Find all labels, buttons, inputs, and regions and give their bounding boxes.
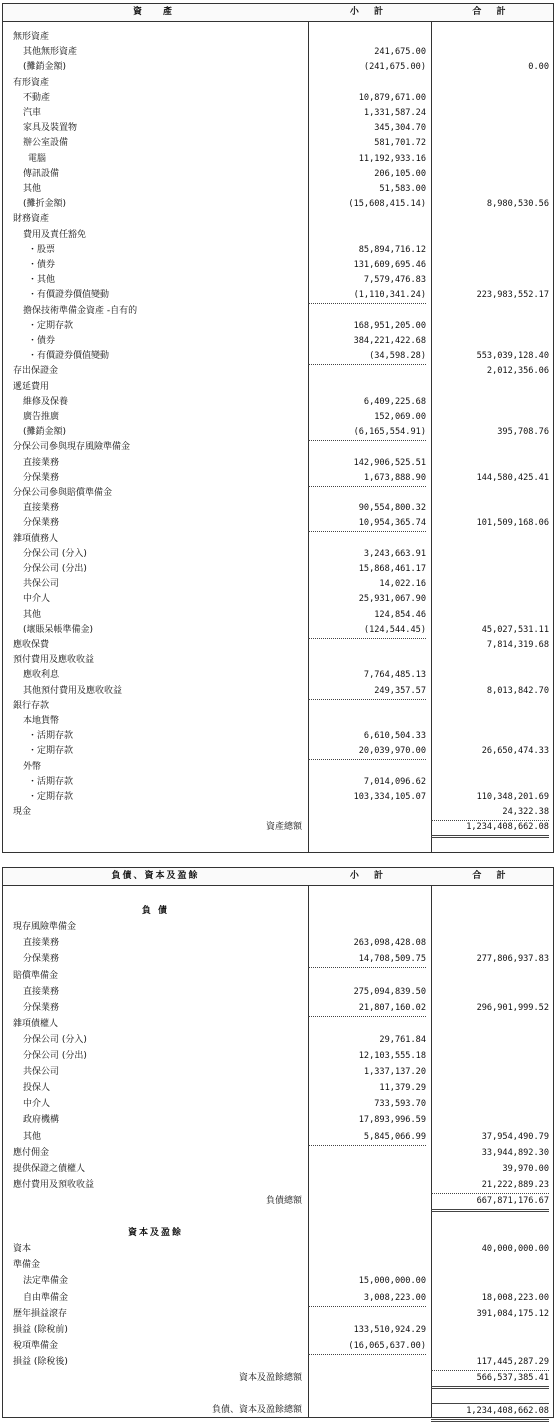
subtotal-value: 6,409,225.68 [363,396,426,407]
table-row [3,76,553,91]
row-label: 直接業務 [23,503,60,514]
table-row [3,1339,553,1354]
row-label: 損益 (除稅後) [13,1356,68,1367]
row-label: 傳訊設備 [23,168,60,179]
row-label: 分保公司 (分出) [23,1051,87,1061]
header-subtotal: 小 計 [349,7,390,17]
row-label: 辦公室設備 [23,138,69,149]
table-row [3,1146,553,1161]
table-row [3,985,553,1000]
table-row [3,395,553,410]
subtotal-value: 152,069.00 [374,412,426,422]
subtotal-value: 384,221,422.68 [353,336,426,346]
table-row [3,562,553,577]
table-row [3,608,553,623]
table-row [3,532,553,547]
row-label: 投保人 [23,1083,51,1094]
row-label: 賠償準備金 [13,970,59,981]
total-value: 553,039,128.40 [476,351,549,362]
total-value: 566,537,385.41 [431,1371,549,1389]
row-label: 雜項債務人 [13,533,59,544]
total-value: 223,983,552.17 [476,290,549,301]
table-row [3,790,553,805]
total-value: 8,980,530.56 [486,199,549,210]
total-value: 1,234,408,662.08 [431,820,549,838]
subtotal-value: (16,065,637.00) [308,1339,426,1355]
total-value: 45,027,531.11 [481,624,549,635]
subtotal-value: 1,331,587.24 [363,108,426,118]
subtotal-value: 14,022.16 [379,579,426,590]
row-label: 現存風險準備金 [13,922,77,933]
table-row [3,668,553,683]
row-label: (攤折金額) [23,199,67,210]
table-row [3,334,553,349]
table-row [3,1242,553,1257]
subtotal-value: (34,598.28) [308,349,426,365]
subtotal-value: 275,094,839.50 [353,986,426,997]
row-label: ・債券 [28,260,56,270]
row-label: ・活期存款 [28,776,74,787]
subtotal-value: 733,593.70 [374,1099,426,1110]
subtotal-value: (6,165,554.91) [308,425,426,441]
total-value: 37,954,490.79 [481,1131,549,1142]
section-heading-row [3,904,553,919]
subtotal-value: 11,379.29 [379,1083,426,1094]
table-row [3,182,553,197]
total-value: 24,322.38 [431,805,549,821]
table-row [3,456,553,471]
assets-table [2,3,554,853]
row-label: (攤銷金額) [23,62,67,73]
table-row [3,1049,553,1064]
total-value: 296,901,999.52 [476,1002,549,1013]
row-label: 應收保費 [13,640,50,650]
table-row [3,1387,553,1402]
total-label: 負債、資本及盈餘總額 [211,1405,302,1416]
table-row [3,805,553,820]
table-row [3,775,553,790]
row-label: ・有價證券價值變動 [28,290,110,301]
row-label: ・定期存款 [28,792,74,802]
row-label: 準備金 [13,1260,41,1271]
table-row [3,364,553,379]
table-row [3,1017,553,1032]
total-value: 8,013,842.70 [486,685,549,696]
table-row [3,440,553,455]
row-label: 分保業務 [23,954,60,965]
subtotal-value: 7,764,485.13 [363,670,426,681]
row-label: (壞賬呆帳準備金) [23,624,94,635]
row-label: 分保公司 (分入) [23,548,87,559]
row-label: 電腦 [28,153,47,164]
table-row [3,60,553,75]
row-label: 分保公司 (分出) [23,564,87,574]
table-row [3,547,553,562]
subtotal-value: 25,931,067.90 [358,594,426,605]
table-row [3,920,553,935]
table-row [3,1113,553,1128]
subtotal-value: 3,243,663.91 [363,548,426,559]
table-row [3,349,553,364]
row-label: ・有價證券價值變動 [28,351,110,362]
table-row [3,936,553,951]
total-value: 277,806,937.83 [476,954,549,965]
total-value: 0.00 [528,62,549,73]
subtotal-value: 581,701.72 [374,138,426,149]
row-label: 財務資產 [13,214,50,225]
table-row [3,471,553,486]
total-row [3,1194,553,1209]
table-row [3,684,553,699]
table-row [3,1355,553,1370]
row-label: ・活期存款 [28,731,74,742]
table-row [3,744,553,759]
total-row [3,1403,553,1418]
row-label: 其他 [23,184,42,194]
row-label: 本地貨幣 [23,716,60,726]
header-item: 資 產 [132,7,178,17]
row-label: 預付費用及應收收益 [13,655,95,666]
table-row [3,653,553,668]
table-row [3,729,553,744]
row-label: 銀行存款 [13,700,50,711]
total-row [3,1371,553,1386]
table-row [3,592,553,607]
row-label: 分保公司參與賠償準備金 [13,488,113,498]
subtotal-value: (15,608,415.14) [348,199,426,210]
subtotal-value: 263,098,428.08 [353,938,426,949]
row-label: 其他 [23,1131,42,1142]
row-label: 歷年損益滾存 [13,1308,68,1319]
table-row [3,106,553,121]
table-row [3,1033,553,1048]
row-label: 直接業務 [23,457,60,468]
row-label: 政府機構 [23,1115,60,1126]
liabilities-table [2,867,554,1418]
row-label: 其他 [23,609,42,620]
table-row [3,952,553,967]
row-label: 分保業務 [23,1002,60,1013]
table-row [3,1307,553,1322]
table-row [3,410,553,425]
table-row [3,486,553,501]
header-total: 合 計 [472,871,512,881]
total-value: 1,234,408,662.08 [431,1403,549,1422]
subtotal-value: 15,000,000.00 [358,1276,426,1287]
total-value: 144,580,425.41 [476,472,549,483]
row-label: 其他無形資產 [23,47,78,58]
row-label: 廣告推廣 [23,412,60,422]
total-value: 21,222,889.23 [431,1178,549,1194]
table-row [3,1162,553,1177]
table-row [3,888,553,903]
row-label: ・定期存款 [28,746,74,757]
table-row [3,273,553,288]
table-row [3,1001,553,1016]
table-row [3,501,553,516]
row-label: 直接業務 [23,986,60,997]
row-label: 不動產 [23,92,51,103]
subtotal-value: 12,103,555.18 [358,1051,426,1061]
table-row [3,1291,553,1306]
subtotal-value: 133,510,924.29 [353,1324,426,1335]
total-value: 101,509,168.06 [476,518,549,529]
table-header [3,4,553,22]
total-label: 負債總額 [265,1195,302,1206]
row-label: 應付費用及預收收益 [13,1179,95,1190]
table-row [3,623,553,638]
header-item: 負債、資本及盈餘 [111,871,200,881]
row-label: 稅項準備金 [13,1340,59,1351]
subtotal-value: 206,105.00 [374,168,426,179]
table-row [3,243,553,258]
table-row [3,1081,553,1096]
total-value: 40,000,000.00 [481,1244,549,1255]
header-subtotal: 小 計 [349,871,390,881]
row-label: (攤銷金額) [23,427,67,438]
total-value: 39,970.00 [502,1163,549,1174]
subtotal-value: 124,854.46 [374,609,426,620]
total-value: 7,814,319.68 [486,640,549,650]
total-label: 資產總額 [265,822,302,833]
total-value: 18,008,223.00 [481,1292,549,1303]
table-row [3,1210,553,1225]
subtotal-value: 7,579,476.83 [363,275,426,286]
subtotal-value: 10,954,365.74 [308,516,426,532]
subtotal-value: 11,192,933.16 [358,153,426,164]
table-row [3,121,553,136]
row-label: 提供保證之債權人 [13,1163,86,1174]
total-value: 110,348,201.69 [476,792,549,802]
table-row [3,288,553,303]
subtotal-value: 7,014,096.62 [363,776,426,787]
row-label: 自由準備金 [23,1292,69,1303]
subtotal-value: 3,008,223.00 [308,1291,426,1307]
table-row [3,228,553,243]
row-label: ・股票 [28,244,56,255]
subtotal-value: 1,673,888.90 [308,471,426,487]
table-row [3,1097,553,1112]
row-label: 法定準備金 [23,1276,69,1287]
subtotal-value: 131,609,695.46 [353,260,426,270]
table-row [3,1178,553,1193]
subtotal-value: 249,357.57 [308,684,426,700]
section-heading-row [3,1226,553,1241]
row-label: 其他預付費用及應收收益 [23,685,123,696]
table-row [3,969,553,984]
table-row [3,30,553,45]
table-header [3,868,553,886]
row-label: 共保公司 [23,1067,60,1078]
table-row [3,714,553,729]
row-label: 遞延費用 [13,381,50,392]
row-label: 應收利息 [23,670,60,681]
table-row [3,152,553,167]
table-row [3,1130,553,1145]
table-row [3,258,553,273]
row-label: 共保公司 [23,579,60,590]
row-label: 中介人 [23,594,51,605]
total-row [3,820,553,835]
total-value: 2,012,356.06 [486,366,549,377]
table-row [3,425,553,440]
table-row [3,1065,553,1080]
subtotal-value: 15,868,461.17 [358,564,426,574]
subtotal-value: 5,845,066.99 [308,1130,426,1146]
row-label: 維修及保養 [23,396,69,407]
subtotal-value: 10,879,671.00 [358,92,426,103]
row-label: 汽車 [23,108,42,118]
table-row [3,136,553,151]
total-value: 33,944,892.30 [481,1147,549,1158]
table-row [3,167,553,182]
subtotal-value: 29,761.84 [379,1034,426,1045]
table-row [3,1323,553,1338]
table-row [3,197,553,212]
subtotal-value: (1,110,341.24) [308,288,426,304]
total-label: 資本及盈餘總額 [238,1373,302,1383]
table-row [3,1274,553,1289]
row-label: 中介人 [23,1099,51,1110]
subtotal-value: 345,304.70 [374,123,426,134]
table-row [3,760,553,775]
table-row [3,45,553,60]
subtotal-value: 6,610,504.33 [363,731,426,742]
section-heading: 資本及盈餘 [127,1228,183,1239]
row-label: 存出保證金 [13,366,59,377]
row-label: 擔保技術準備金資產 -自有的 [23,305,138,316]
row-label: 無形資產 [13,32,50,42]
subtotal-value: 51,583.00 [379,184,426,194]
total-value: 117,445,287.29 [431,1355,549,1371]
subtotal-value: 20,039,970.00 [308,744,426,760]
row-label: 費用及責任豁免 [23,229,87,240]
subtotal-value: 85,894,716.12 [358,244,426,255]
row-label: ・定期存款 [28,320,74,331]
subtotal-value: (124,544.45) [308,623,426,639]
row-label: 應付佣金 [13,1147,50,1158]
table-row [3,1258,553,1273]
row-label: 分保業務 [23,518,60,529]
table-row [3,516,553,531]
total-value: 391,084,175.12 [476,1308,549,1319]
row-label: 現金 [13,807,32,818]
row-label: 有形資產 [13,77,50,88]
subtotal-value: 103,334,105.07 [353,792,426,802]
total-value: 667,871,176.67 [431,1194,549,1212]
table-row [3,699,553,714]
header-total: 合 計 [472,7,512,17]
subtotal-value: 168,951,205.00 [353,320,426,331]
subtotal-value: (241,675.00) [363,62,426,73]
subtotal-value: 142,906,525.51 [353,457,426,468]
subtotal-value: 21,807,160.02 [308,1001,426,1017]
table-row [3,319,553,334]
table-row [3,304,553,319]
table-row [3,91,553,106]
total-value: 395,708.76 [497,427,549,438]
row-label: 分保公司參與現存風險準備金 [13,442,131,453]
row-label: 資本 [13,1244,32,1255]
row-label: 外幣 [23,761,42,772]
subtotal-value: 1,337,137.20 [363,1067,426,1078]
row-label: ・其他 [28,275,56,286]
row-label: 直接業務 [23,938,60,949]
section-heading: 負 債 [141,906,170,917]
table-row [3,212,553,227]
table-row [3,577,553,592]
total-value: 26,650,474.33 [481,746,549,757]
row-label: 損益 (除稅前) [13,1324,68,1335]
row-label: 雜項債權人 [13,1018,59,1029]
row-label: 分保公司 (分入) [23,1034,87,1045]
row-label: ・債券 [28,336,56,346]
subtotal-value: 90,554,800.32 [358,503,426,514]
subtotal-value: 14,708,509.75 [308,952,426,968]
row-label: 分保業務 [23,472,60,483]
table-row [3,638,553,653]
table-row [3,380,553,395]
subtotal-value: 17,893,996.59 [358,1115,426,1126]
subtotal-value: 241,675.00 [374,47,426,58]
row-label: 家具及裝置物 [23,123,78,134]
